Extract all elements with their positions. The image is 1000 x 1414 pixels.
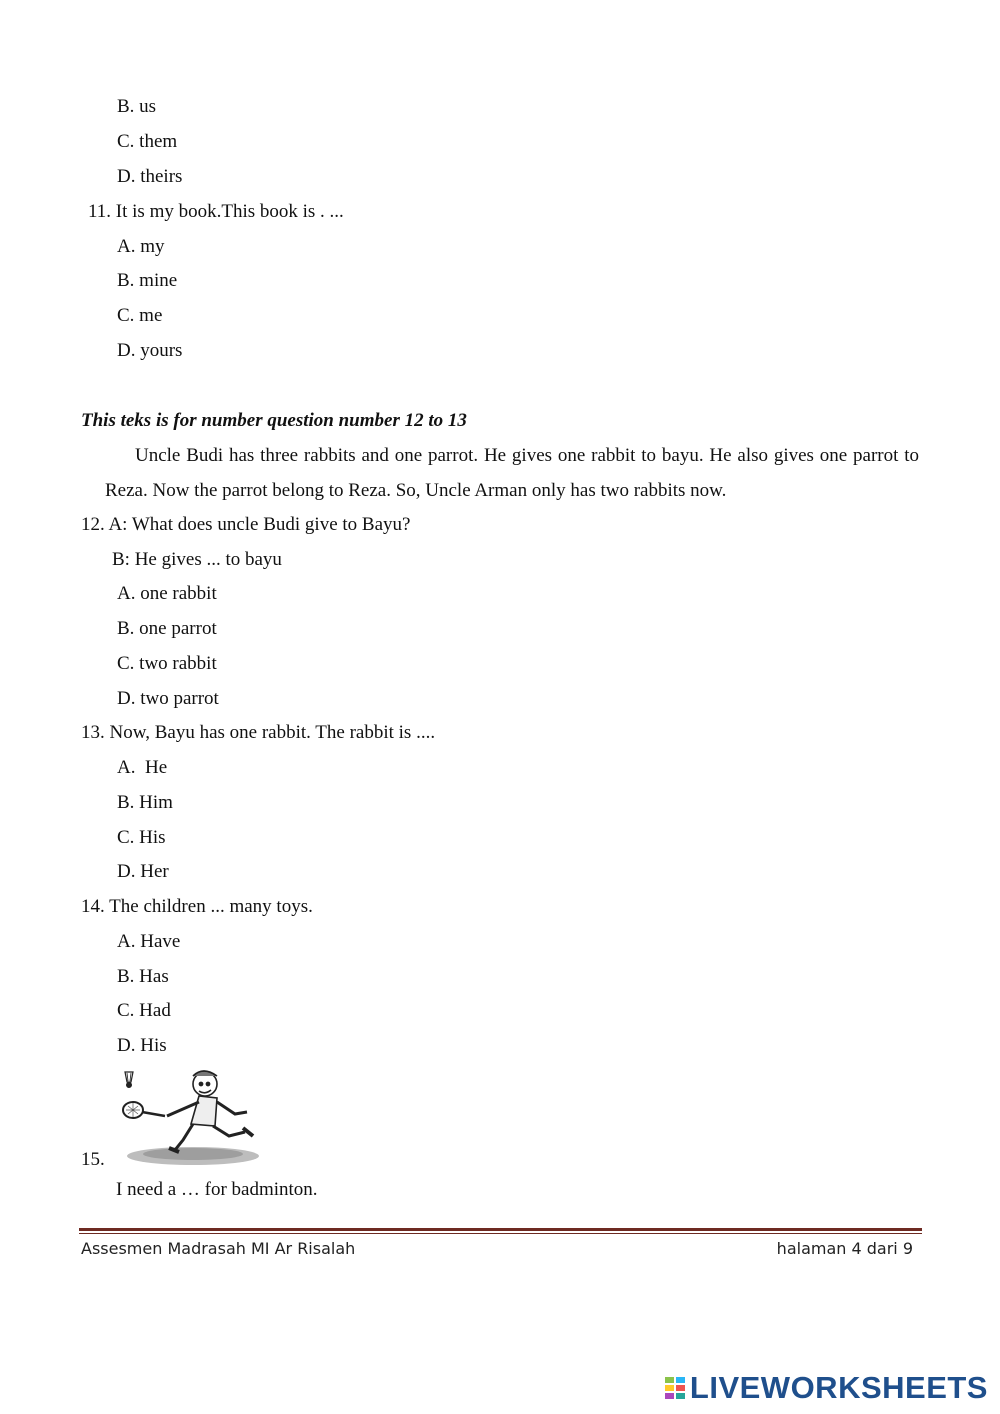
liveworksheets-logo — [664, 1370, 988, 1406]
q15-text: I need a … for badminton. — [116, 1179, 318, 1200]
q14-question: 14. The children ... many toys. — [81, 896, 313, 917]
shuttlecock-icon — [125, 1072, 133, 1088]
q11-option-d: D. yours — [117, 340, 183, 361]
q13-option-b: B. Him — [117, 792, 173, 813]
q14-option-c: C. Had — [117, 1000, 171, 1021]
q14-option-a: A. Have — [117, 931, 181, 952]
passage-text: Uncle Budi has three rabbits and one parrot. He gives one rabbit to bayu. He also gives one parrot to Reza. Now the parrot belong to Reza. So, Uncle Arman only has two rabbits now. — [105, 445, 919, 501]
q13-option-d: D. Her — [117, 861, 169, 882]
footer-school-name: Assesmen Madrasah MI Ar Risalah — [81, 1239, 356, 1258]
q13-question: 13. Now, Bayu has one rabbit. The rabbit is .... — [81, 722, 436, 743]
footer-page-number: halaman 4 dari 9 — [776, 1239, 913, 1258]
q11-option-c: C. me — [117, 305, 163, 326]
q10-option-c: C. them — [117, 131, 178, 152]
q11-question: 11. It is my book.This book is . ... — [88, 201, 344, 222]
liveworksheets-logo-icon — [664, 1376, 686, 1400]
q12-option-a: A. one rabbit — [117, 583, 217, 604]
q12-question: 12. A: What does uncle Budi give to Bayu? — [81, 514, 411, 535]
badminton-player-illustration — [113, 1066, 263, 1166]
racket-icon — [123, 1102, 165, 1118]
q10-option-b: B. us — [117, 96, 157, 117]
q14-option-b: B. Has — [117, 966, 169, 987]
q13-option-c: C. His — [117, 827, 166, 848]
q10-option-d: D. theirs — [117, 166, 183, 187]
q11-option-a: A. my — [117, 236, 165, 257]
liveworksheets-wordmark: LIVEWORKSHEETS — [689, 1370, 988, 1405]
q12-line-b: B: He gives ... to bayu — [112, 549, 282, 570]
player-figure — [167, 1071, 253, 1152]
q11-option-b: B. mine — [117, 270, 178, 291]
footer-rule-thin — [79, 1233, 922, 1234]
q12-option-c: C. two rabbit — [117, 653, 217, 674]
passage-heading: This teks is for number question number 12 to 13 — [81, 410, 467, 431]
q12-option-b: B. one parrot — [117, 618, 217, 639]
q15-number: 15. — [81, 1149, 105, 1170]
q14-option-d: D. His — [117, 1035, 167, 1056]
footer-rule — [79, 1228, 922, 1231]
q13-option-a: A. He — [117, 757, 168, 778]
q12-option-d: D. two parrot — [117, 688, 219, 709]
